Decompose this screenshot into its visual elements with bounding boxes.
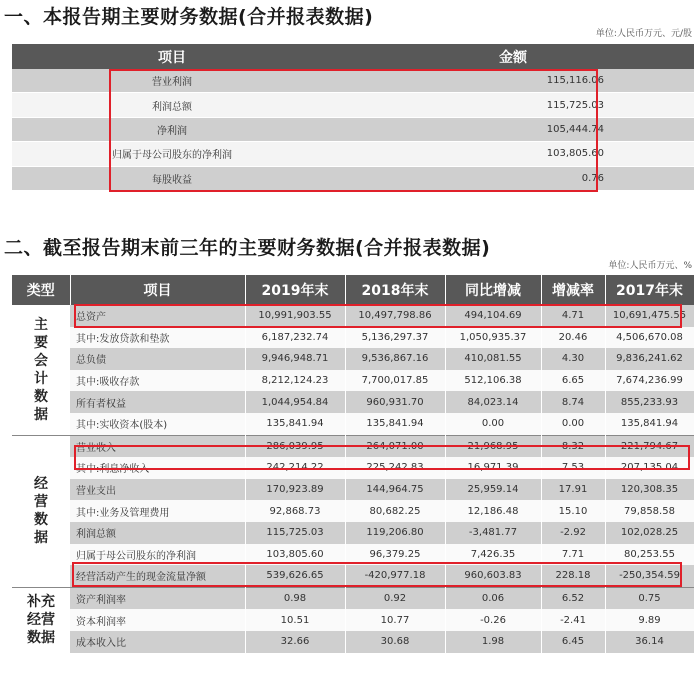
table-row [12,391,694,413]
item-cell: 经营活动产生的现金流量净额 [70,565,245,587]
value-2018-cell: 7,700,017.85 [345,370,445,392]
table-row [12,93,694,117]
row-label: 净利润 [12,117,332,141]
yoy-change-cell: 410,081.55 [445,348,541,370]
three-year-table [12,275,695,653]
change-rate-cell: 228.18 [541,565,605,587]
column-header-item: 项目 [70,275,245,305]
value-2019-cell: 92,868.73 [245,500,345,522]
value-2017-cell: 79,858.58 [605,500,694,522]
group-type-label [12,587,70,652]
yoy-change-cell: 25,959.14 [445,479,541,501]
section1-title: 一、本报告期主要财务数据(合并报表数据) [4,6,374,28]
value-2019-cell: 115,725.03 [245,522,345,544]
column-header-item: 项目 [12,44,332,69]
value-2018-cell: 10,497,798.86 [345,305,445,327]
table-row [12,457,694,479]
change-rate-cell: 7.71 [541,544,605,566]
change-rate-cell: 6.52 [541,587,605,609]
value-2017-cell: 7,674,236.99 [605,370,694,392]
value-2019-cell: 9,946,948.71 [245,348,345,370]
change-rate-cell: 4.71 [541,305,605,327]
item-cell: 所有者权益 [70,391,245,413]
value-2017-cell: 855,233.93 [605,391,694,413]
value-2019-cell: 32.66 [245,631,345,653]
table-row [12,609,694,631]
item-cell: 其中:业务及管理费用 [70,500,245,522]
table-row [12,544,694,566]
row-value: 115,116.06 [332,69,694,93]
row-value: 0.76 [332,166,694,190]
value-2017-cell: 9.89 [605,609,694,631]
value-2018-cell: 225,242.83 [345,457,445,479]
value-2017-cell: 80,253.55 [605,544,694,566]
value-2018-cell: 30.68 [345,631,445,653]
item-cell: 总资产 [70,305,245,327]
table-row [12,117,694,141]
value-2019-cell: 8,212,124.23 [245,370,345,392]
change-rate-cell: 6.45 [541,631,605,653]
row-label: 每股收益 [12,166,332,190]
value-2019-cell: 0.98 [245,587,345,609]
yoy-change-cell: -3,481.77 [445,522,541,544]
value-2017-cell: 36.14 [605,631,694,653]
value-2018-cell: 5,136,297.37 [345,327,445,349]
section1-unit: 单位:人民币万元、元/股 [595,29,692,39]
column-header-yoy-change: 同比增减 [445,275,541,305]
item-cell: 总负债 [70,348,245,370]
group-type-label [12,435,70,587]
section2-unit: 单位:人民币万元、% [608,261,692,271]
change-rate-cell: 8.32 [541,435,605,457]
table-row [12,435,694,457]
table-row [12,522,694,544]
row-label: 营业利润 [12,69,332,93]
item-cell: 其中:实收资本(股本) [70,413,245,435]
item-cell: 其中:利息净收入 [70,457,245,479]
table-row [12,565,694,587]
row-value: 105,444.74 [332,117,694,141]
table-row [12,631,694,653]
column-header-2019: 2019年末 [245,275,345,305]
row-value: 115,725.03 [332,93,694,117]
value-2017-cell: 102,028.25 [605,522,694,544]
table-row [12,479,694,501]
item-cell: 归属于母公司股东的净利润 [70,544,245,566]
item-cell: 营业支出 [70,479,245,501]
value-2017-cell: 221,794.67 [605,435,694,457]
column-header-change-rate: 增减率 [541,275,605,305]
table-row [12,348,694,370]
value-2019-cell: 135,841.94 [245,413,345,435]
column-header-2018: 2018年末 [345,275,445,305]
change-rate-cell: -2.92 [541,522,605,544]
value-2019-cell: 286,039.95 [245,435,345,457]
value-2018-cell: 10.77 [345,609,445,631]
table-row [12,370,694,392]
yoy-change-cell: 84,023.14 [445,391,541,413]
value-2018-cell: -420,977.18 [345,565,445,587]
value-2017-cell: 120,308.35 [605,479,694,501]
column-header-amount: 金额 [332,44,694,69]
column-header-2017: 2017年末 [605,275,694,305]
item-cell: 资本利润率 [70,609,245,631]
value-2018-cell: 80,682.25 [345,500,445,522]
group-type-label [12,305,70,435]
section2-title: 二、截至报告期末前三年的主要财务数据(合并报表数据) [4,237,491,259]
group-type-text: 补充经营数据 [27,594,55,647]
row-value: 103,805.60 [332,142,694,166]
change-rate-cell: 15.10 [541,500,605,522]
value-2018-cell: 135,841.94 [345,413,445,435]
change-rate-cell: 7.53 [541,457,605,479]
row-label: 利润总额 [12,93,332,117]
yoy-change-cell: 1.98 [445,631,541,653]
value-2018-cell: 264,071.00 [345,435,445,457]
table-row [12,166,694,190]
yoy-change-cell: 512,106.38 [445,370,541,392]
change-rate-cell: 8.74 [541,391,605,413]
value-2019-cell: 170,923.89 [245,479,345,501]
value-2018-cell: 119,206.80 [345,522,445,544]
value-2018-cell: 960,931.70 [345,391,445,413]
item-cell: 利润总额 [70,522,245,544]
table-row [12,69,694,93]
value-2019-cell: 10,991,903.55 [245,305,345,327]
table-row [12,413,694,435]
value-2019-cell: 242,214.22 [245,457,345,479]
value-2019-cell: 539,626.65 [245,565,345,587]
yoy-change-cell: -0.26 [445,609,541,631]
yoy-change-cell: 494,104.69 [445,305,541,327]
value-2017-cell: 135,841.94 [605,413,694,435]
item-cell: 资产利润率 [70,587,245,609]
value-2019-cell: 6,187,232.74 [245,327,345,349]
value-2018-cell: 9,536,867.16 [345,348,445,370]
yoy-change-cell: 21,968.95 [445,435,541,457]
table-row [12,500,694,522]
yoy-change-cell: 7,426.35 [445,544,541,566]
value-2018-cell: 96,379.25 [345,544,445,566]
change-rate-cell: 6.65 [541,370,605,392]
yoy-change-cell: 0.06 [445,587,541,609]
yoy-change-cell: 12,186.48 [445,500,541,522]
item-cell: 营业收入 [70,435,245,457]
group-type-text: 主要会计数据 [34,316,48,423]
change-rate-cell: 0.00 [541,413,605,435]
row-label: 归属于母公司股东的净利润 [12,142,332,166]
value-2017-cell: 10,691,475.55 [605,305,694,327]
change-rate-cell: 4.30 [541,348,605,370]
change-rate-cell: -2.41 [541,609,605,631]
value-2019-cell: 103,805.60 [245,544,345,566]
value-2019-cell: 10.51 [245,609,345,631]
item-cell: 成本收入比 [70,631,245,653]
item-cell: 其中:发放贷款和垫款 [70,327,245,349]
value-2017-cell: 9,836,241.62 [605,348,694,370]
group-type-text: 经营数据 [34,476,48,547]
table-row [12,305,694,327]
change-rate-cell: 20.46 [541,327,605,349]
table-row [12,587,694,609]
change-rate-cell: 17.91 [541,479,605,501]
value-2018-cell: 144,964.75 [345,479,445,501]
value-2018-cell: 0.92 [345,587,445,609]
table-row [12,327,694,349]
value-2017-cell: -250,354.59 [605,565,694,587]
value-2017-cell: 0.75 [605,587,694,609]
value-2019-cell: 1,044,954.84 [245,391,345,413]
value-2017-cell: 207,135.04 [605,457,694,479]
yoy-change-cell: 16,971.39 [445,457,541,479]
yoy-change-cell: 0.00 [445,413,541,435]
yoy-change-cell: 960,603.83 [445,565,541,587]
table-row [12,142,694,166]
yoy-change-cell: 1,050,935.37 [445,327,541,349]
value-2017-cell: 4,506,670.08 [605,327,694,349]
summary-table [12,44,694,191]
column-header-type: 类型 [12,275,70,305]
item-cell: 其中:吸收存款 [70,370,245,392]
